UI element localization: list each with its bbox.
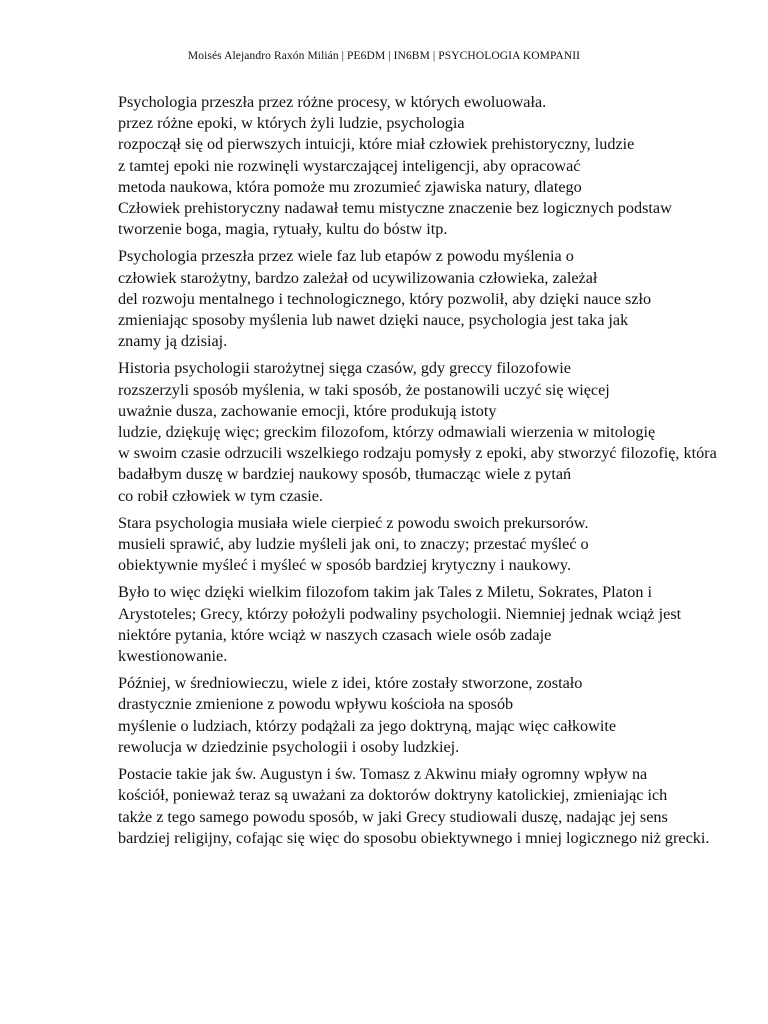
text-line: del rozwoju mentalnego i technologicznego, który pozwolił, aby dzięki nauce szło (118, 289, 652, 308)
document-body (118, 92, 758, 855)
paragraph-2 (118, 246, 758, 352)
text-line: rozszerzyli sposób myślenia, w taki sposób, że postanowili uczyć się więcej (118, 380, 610, 399)
running-header: Moisés Alejandro Raxón Milián | PE6DM | IN6BM | PSYCHOLOGIA KOMPANII (187, 50, 581, 62)
text-line: co robił człowiek w tym czasie. (118, 486, 323, 505)
paragraph-5 (118, 582, 758, 667)
text-line: drastycznie zmienione z powodu wpływu kościoła na sposób (118, 695, 514, 714)
text-line: Arystoteles; Grecy, którzy położyli podwaliny psychologii. Niemniej jednak wciąż jest (118, 604, 682, 623)
text-line: znamy ją dzisiaj. (118, 332, 228, 351)
text-line: obiektywnie myśleć i myśleć w sposób bardziej krytyczny i naukowy. (118, 556, 571, 575)
paragraph-4 (118, 513, 758, 577)
text-line: człowiek starożytny, bardzo zależał od ucywilizowania człowieka, zależał (118, 268, 598, 287)
text-line: rozpoczął się od pierwszych intuicji, które miał człowiek prehistoryczny, ludzie (118, 135, 635, 154)
text-line: rewolucja w dziedzinie psychologii i osoby ludzkiej. (118, 737, 460, 756)
text-line: zmieniając sposoby myślenia lub nawet dzięki nauce, psychologia jest taka jak (118, 311, 629, 330)
text-line: kościół, ponieważ teraz są uważani za doktorów doktryny katolickiej, zmieniając ich (118, 786, 668, 805)
paragraph-1 (118, 92, 758, 240)
text-line: Później, w średniowieczu, wiele z idei, które zostały stworzone, zostało (118, 674, 583, 693)
text-line: badałbym duszę w bardziej naukowy sposób, tłumacząc wiele z pytań (118, 465, 572, 484)
paragraph-7 (118, 764, 758, 849)
text-line: przez różne epoki, w których żyli ludzie, psychologia (118, 114, 465, 133)
text-line: z tamtej epoki nie rozwinęli wystarczającej inteligencji, aby opracować (118, 156, 581, 175)
paragraph-3 (118, 358, 758, 506)
text-line: tworzenie boga, magia, rytuały, kultu do bóstw itp. (118, 220, 448, 239)
text-line: uważnie dusza, zachowanie emocji, które produkują istoty (118, 401, 497, 420)
text-line: Człowiek prehistoryczny nadawał temu mistyczne znaczenie bez logicznych podstaw (118, 199, 672, 218)
text-line: Postacie takie jak św. Augustyn i św. Tomasz z Akwinu miały ogromny wpływ na (118, 765, 648, 784)
text-line: metoda naukowa, która pomoże mu zrozumieć zjawiska natury, dlatego (118, 177, 582, 196)
text-line: Stara psychologia musiała wiele cierpieć z powodu swoich prekursorów. (118, 513, 589, 532)
paragraph-6 (118, 673, 758, 758)
text-line: w swoim czasie odrzucili wszelkiego rodzaju pomysły z epoki, aby stworzyć filozofię, która (118, 444, 717, 463)
text-line: musieli sprawić, aby ludzie myśleli jak oni, to znaczy; przestać myśleć o (118, 535, 589, 554)
text-line: kwestionowanie. (118, 647, 228, 666)
text-line: Było to więc dzięki wielkim filozofom takim jak Tales z Miletu, Sokrates, Platon i (118, 583, 653, 602)
text-line: niektóre pytania, które wciąż w naszych czasach wiele osób zadaje (118, 625, 552, 644)
text-line: Historia psychologii starożytnej sięga czasów, gdy greccy filozofowie (118, 359, 571, 378)
text-line: bardziej religijny, cofając się więc do sposobu obiektywnego i mniej logicznego niż grecki. (118, 828, 710, 847)
text-line: Psychologia przeszła przez wiele faz lub etapów z powodu myślenia o (118, 247, 574, 266)
text-line: także z tego samego powodu sposób, w jaki Grecy studiowali duszę, nadając jej sens (118, 807, 668, 826)
text-line: ludzie, dziękuję więc; greckim filozofom, którzy odmawiali wierzenia w mitologię (118, 423, 656, 442)
text-line: Psychologia przeszła przez różne procesy, w których ewoluowała. (118, 93, 547, 111)
text-line: myślenie o ludziach, którzy podążali za jego doktryną, mając więc całkowite (118, 716, 617, 735)
